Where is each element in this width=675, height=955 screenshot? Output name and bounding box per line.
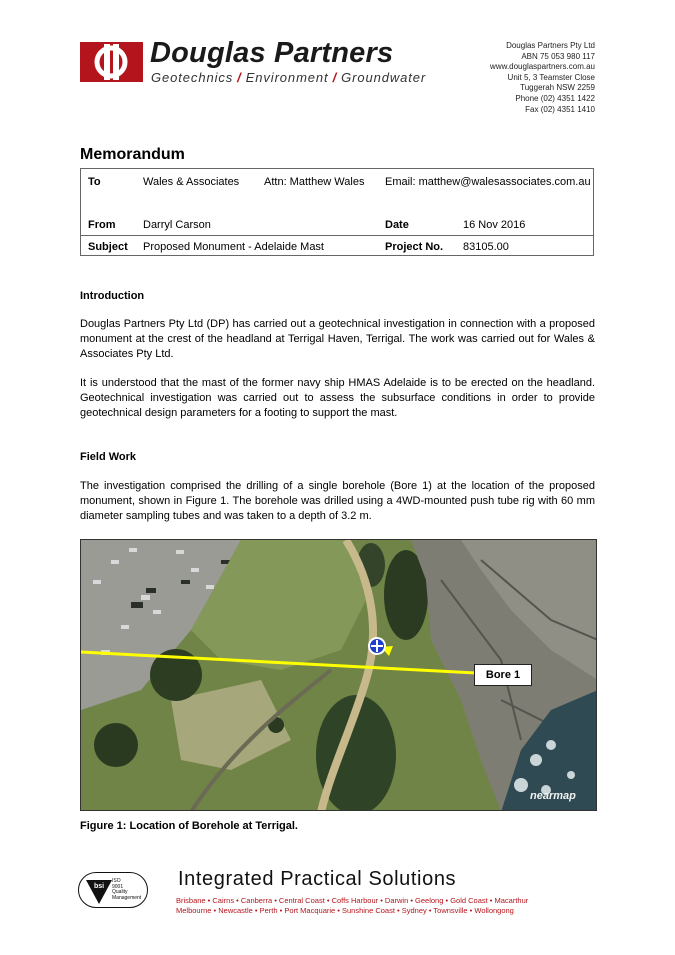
tagline-separator: / [332,70,338,85]
project-value: 83105.00 [463,241,509,253]
project-label: Project No. [385,241,444,253]
bore-1-label: Bore 1 [474,664,532,686]
contact-website[interactable]: www.douglaspartners.com.au [490,62,595,72]
contact-fax: Fax (02) 4351 1410 [525,104,595,114]
bsi-logo-icon [82,874,116,907]
footer-slogan: Integrated Practical Solutions [178,868,457,890]
date-label: Date [385,219,409,231]
memo-title: Memorandum [80,146,185,163]
iso-certification-text: ISO 9001 Quality Management [112,878,142,901]
nearmap-watermark: nearmap [530,790,576,802]
memo-divider [81,235,593,236]
footer-offices-line-2: Melbourne • Newcastle • Perth • Port Macquarie • Sunshine Coast • Sydney • Townsville • Wollongong [176,906,514,915]
date-value: 16 Nov 2016 [463,219,526,231]
attn-value: Attn: Matthew Wales [264,176,365,188]
to-label: To [88,176,101,188]
from-label: From [88,219,116,231]
tagline-environment: Environment [245,70,329,85]
tagline-groundwater: Groundwater [341,70,427,85]
tagline-separator: / [237,70,242,85]
svg-text:bsi: bsi [93,883,105,890]
figure-caption: Figure 1: Location of Borehole at Terrigal. [80,820,298,832]
footer-offices-line-1: Brisbane • Cairns • Canberra • Central Coast • Coffs Harbour • Darwin • Geelong • Gold Coast • Macarthur [176,896,529,905]
contact-company: Douglas Partners Pty Ltd [506,41,595,50]
memo-header-table [80,168,594,256]
contact-block [490,41,595,115]
email-value[interactable]: Email: matthew@walesassociates.com.au [385,176,591,188]
contact-abn: ABN 75 053 980 117 [521,51,595,61]
company-tagline [151,70,426,85]
introduction-paragraph-1: Douglas Partners Pty Ltd (DP) has carried out a geotechnical investigation in connection with a proposed monument at the crest of the headland at Terrigal Haven, Terrigal. The work was carried out for Wales & Associates Pty Ltd. [80,318,595,361]
company-name: Douglas Partners [150,37,394,69]
introduction-heading: Introduction [80,290,145,302]
field-work-heading: Field Work [80,451,137,463]
subject-label: Subject [88,241,128,253]
to-value: Wales & Associates [143,176,240,188]
subject-value: Proposed Monument - Adelaide Mast [143,241,324,253]
contact-address-line2: Tuggerah NSW 2259 [520,83,595,93]
company-logo-mark [80,42,143,82]
field-work-paragraph-1: The investigation comprised the drilling of a single borehole (Bore 1) at the location of the proposed monument, shown in Figure 1. The borehole was drilled using a 4WD-mounted push tube rig with 60 mm diameter sampling tubes and was taken to a depth of 3.2 m. [80,480,595,523]
contact-address-line1: Unit 5, 3 Teamster Close [507,72,595,82]
contact-phone: Phone (02) 4351 1422 [515,93,595,103]
tagline-geotechnics: Geotechnics [151,70,234,85]
from-value: Darryl Carson [143,219,211,231]
introduction-paragraph-2: It is understood that the mast of the former navy ship HMAS Adelaide is to be erected on the headland. Geotechnical investigation was carried out to assess the subsurface conditions in order to provide geotechnical design parameters for a footing to support the mast. [80,377,595,420]
